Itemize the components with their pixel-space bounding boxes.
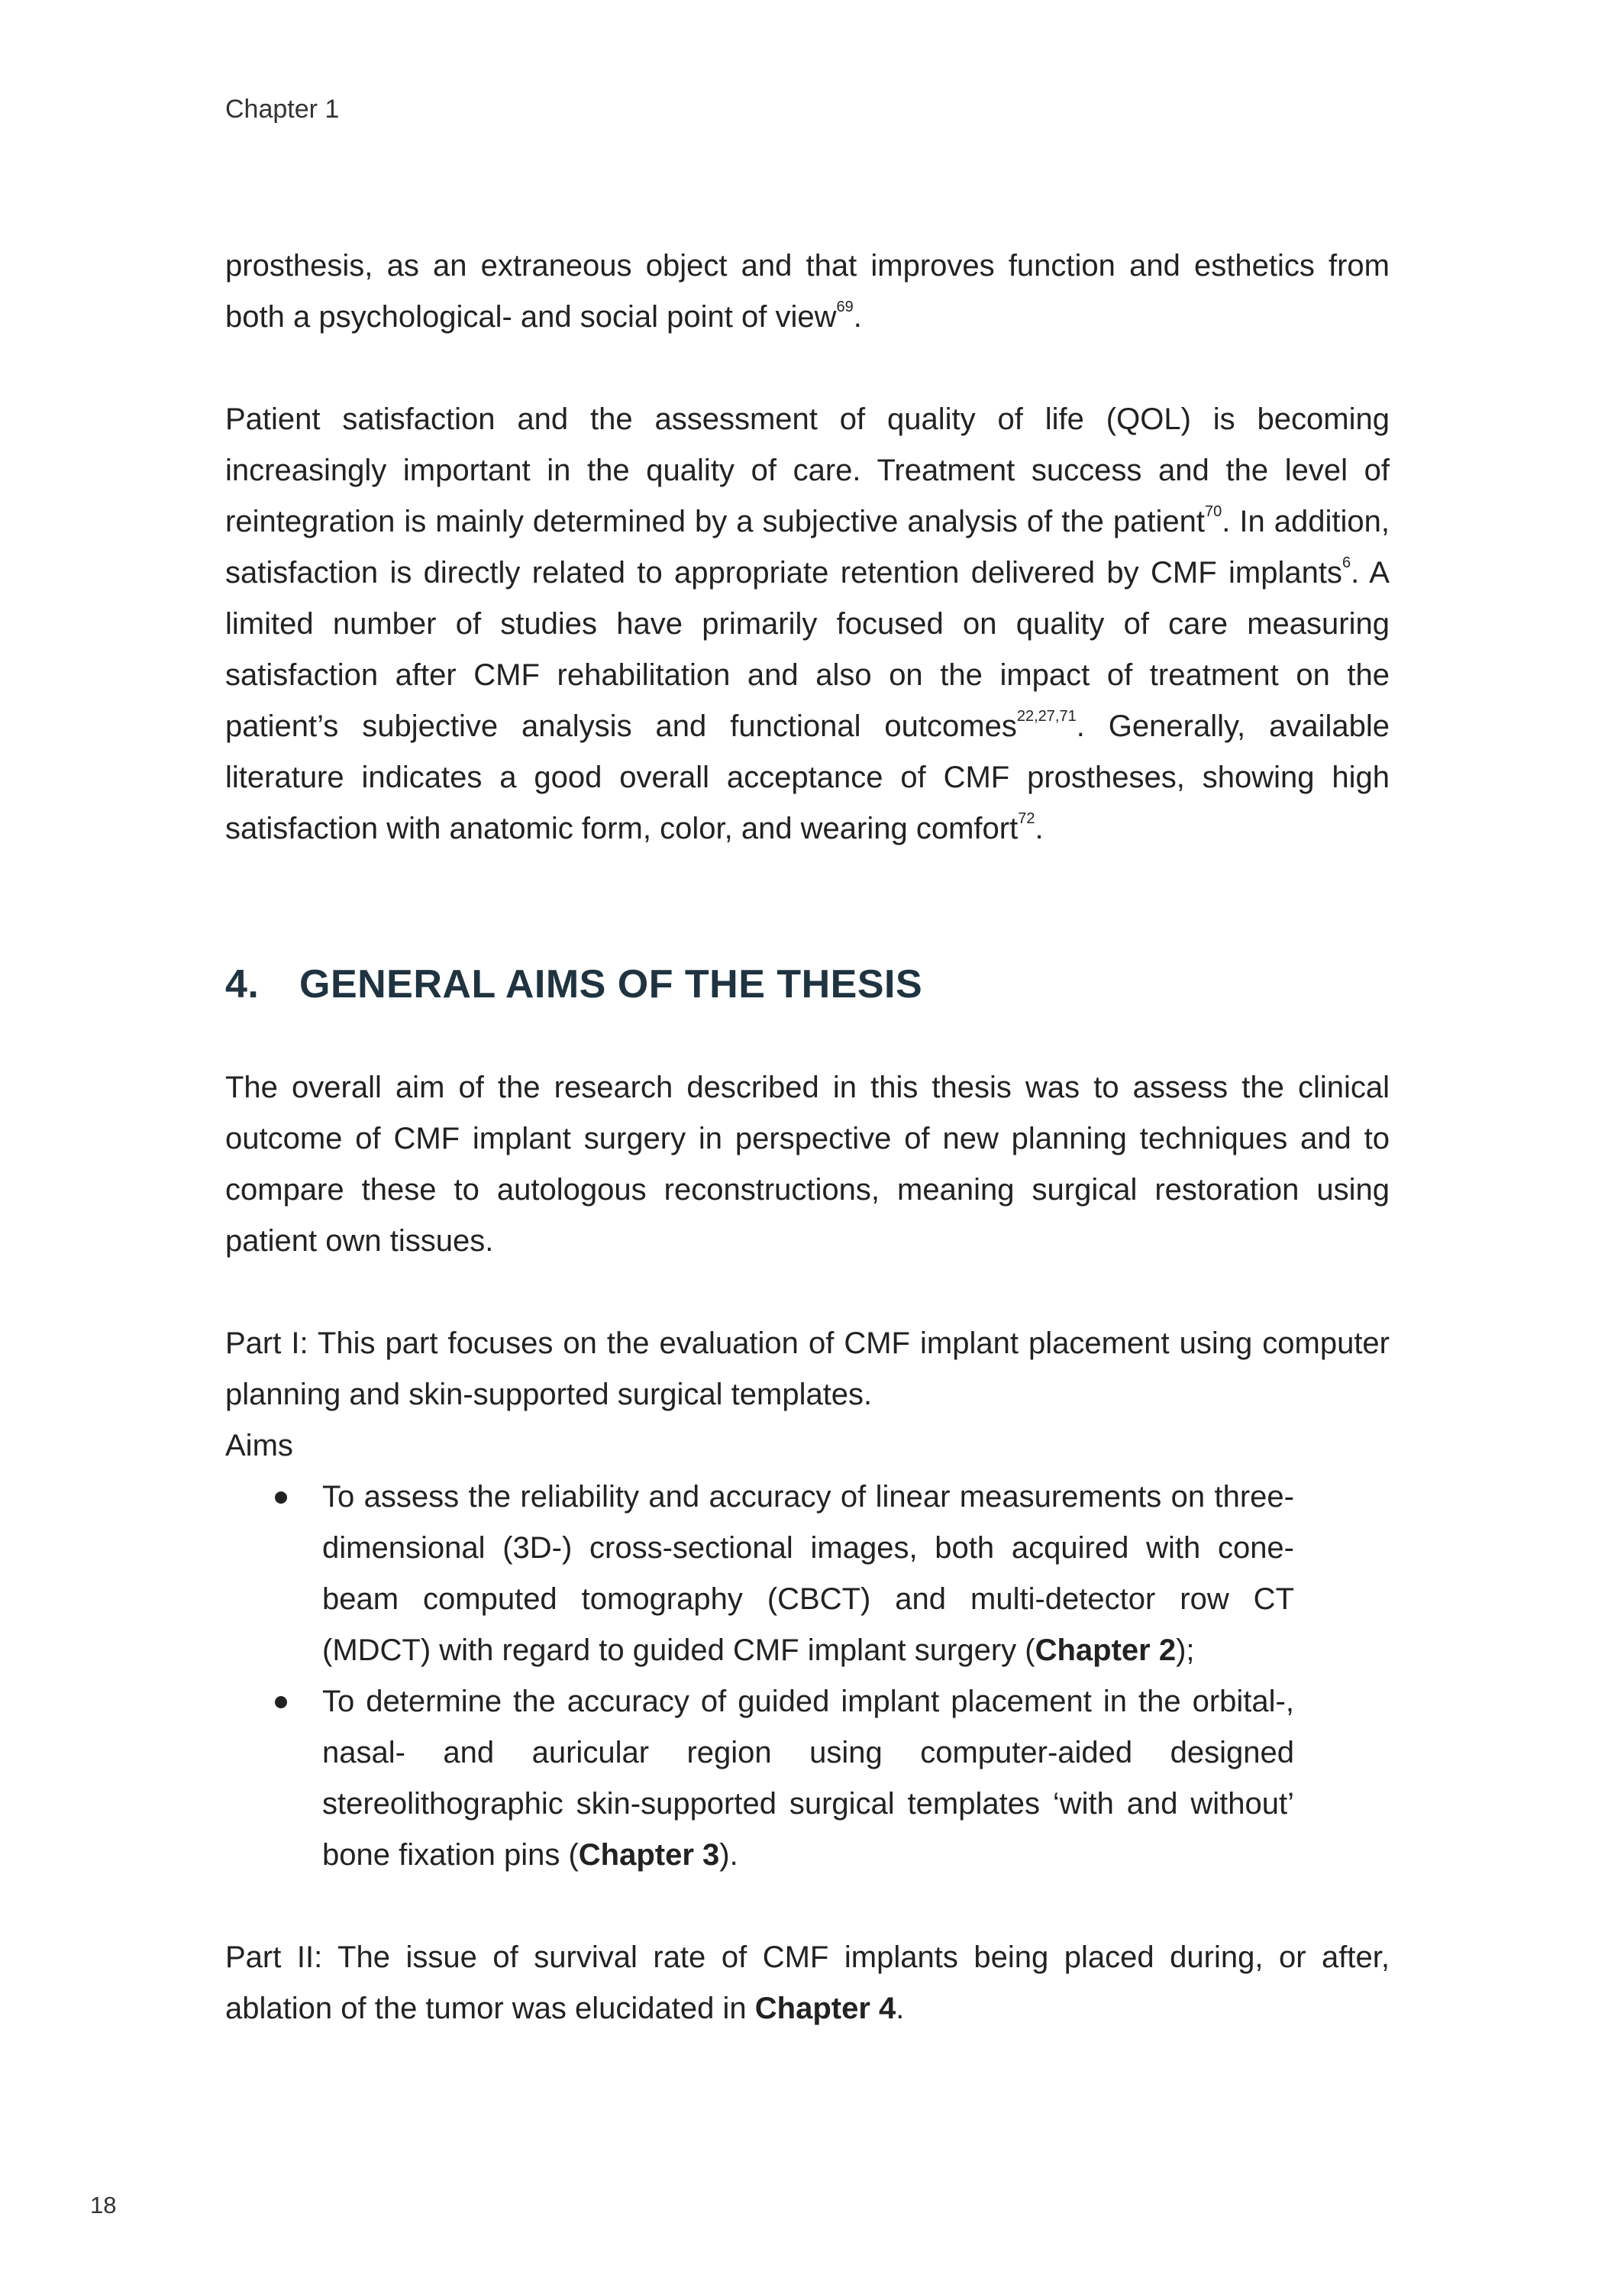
paragraph-part-1: Part I: This part focuses on the evaluation of CMF implant placement using computer planning and skin-supported surgical templates. (225, 1326, 1390, 1411)
bullet-icon (275, 1696, 287, 1708)
aim-item: To determine the accuracy of guided implant placement in the orbital-, nasal- and auricular region using computer-aided designed stereolithographic skin-supported surgical templates ‘with and without’ bone fixation pins (Chapter 3). (322, 1676, 1294, 1881)
citation: 22,27,71 (1016, 708, 1077, 725)
bullet-icon (275, 1491, 287, 1504)
paragraph-part-2: Part II: The issue of survival rate of CMF implants being placed during, or after, ablation of the tumor was elucidated in Chapter 4. (225, 1940, 1390, 2025)
chapter-ref: Chapter 2 (1035, 1633, 1177, 1667)
aims-list (225, 1472, 1390, 1881)
section-title: GENERAL AIMS OF THE THESIS (299, 962, 923, 1007)
aims-label: Aims (225, 1429, 293, 1462)
citation: 72 (1018, 810, 1035, 827)
paragraph-prosthesis: prosthesis, as an extraneous object and that improves function and esthetics from both a psychological- and social point of view$^{69}$. (225, 249, 1390, 334)
aim-item: To assess the reliability and accuracy of linear measurements on three-dimensional (3D-) cross-sectional images, both acquired with cone-beam computed tomography (CBCT) and multi-detector row CT (MDCT) with regard to guided CMF implant surgery (Chapter 2); (322, 1472, 1294, 1676)
paragraph-satisfaction: Patient satisfaction and the assessment of quality of life (QOL) is becoming increasingly important in the quality of care. Treatment success and the level of reintegration is mainly determined by a subjective analysis of the patient$^{70}$. In addition, satisfaction is directly related to appropriate retention delivered by CMF implants$^6$. A limited number of studies have primarily focused on quality of care measuring satisfaction after CMF rehabilitation and also on the impact of treatment on the patient’s subjective analysis and functional outcomes$^{22,27,71}$. Generally, available literature indicates a good overall acceptance of CMF prostheses, showing high satisfaction with anatomic form, color, and wearing comfort$^{72}$. (225, 402, 1390, 845)
citation: 69 (836, 299, 854, 315)
citation: 70 (1205, 503, 1222, 520)
chapter-ref: Chapter 4 (754, 1992, 896, 2025)
page-number: 18 (90, 2192, 117, 2218)
section-number: 4. (225, 962, 260, 1007)
page-body (225, 241, 1390, 2034)
running-head: Chapter 1 (225, 95, 340, 124)
chapter-ref: Chapter 3 (578, 1838, 720, 1872)
paragraph-overall-aim: The overall aim of the research described in this thesis was to assess the clinical outcome of CMF implant surgery in perspective of new planning techniques and to compare these to autologous reconstructions, meaning surgical restoration using patient own tissues. (225, 1071, 1390, 1258)
citation: 6 (1341, 554, 1351, 571)
section-heading (225, 954, 1390, 1015)
